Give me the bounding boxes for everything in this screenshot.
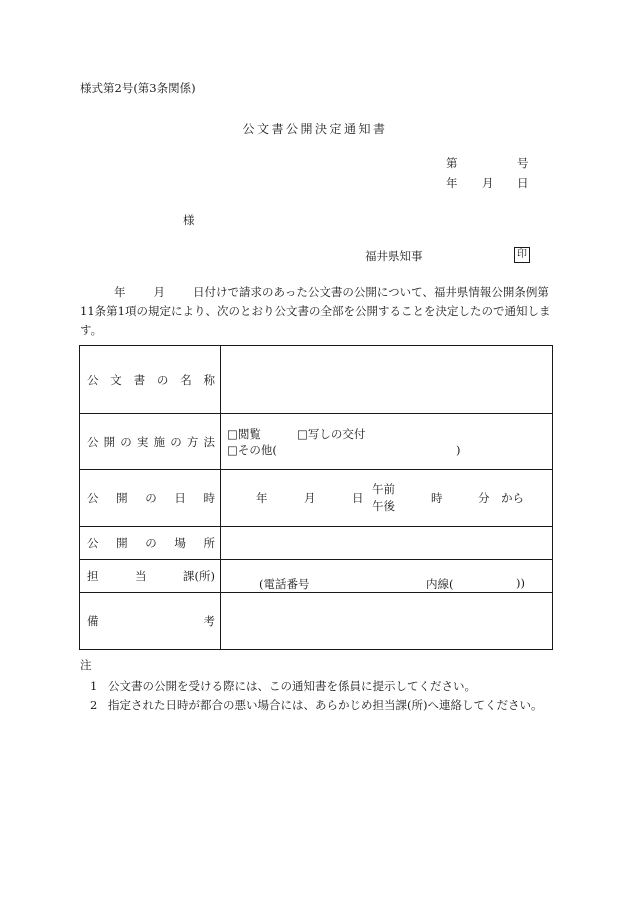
label-char: 公 — [87, 372, 99, 387]
label-char: 公 — [87, 434, 99, 449]
label-contact — [80, 560, 221, 593]
label-char: 施 — [153, 434, 166, 449]
form-number: 様式第2号(第3条関係) — [80, 81, 196, 95]
label-remarks — [80, 593, 221, 650]
note-text: 指定された日時が都合の悪い場合には、あらかじめ担当課(所)へ連絡してください。 — [108, 698, 543, 712]
note-number: 1 — [90, 679, 98, 693]
dt-from: から — [501, 491, 524, 505]
notes-heading: 注 — [80, 658, 92, 672]
body-paragraph — [80, 283, 556, 340]
label-char: 書 — [133, 372, 146, 387]
label-char: の — [170, 434, 182, 449]
body-text: 日付けで請求のあった公文書の公開について、福井県情報公開条例第11条第1項の規定により、次のとおり公文書の全部を公開することを決定したので通知します。 — [80, 285, 551, 337]
sender-name: 福井県知事 — [365, 249, 423, 263]
number-dai: 第 — [446, 156, 458, 170]
option-other: □その他( — [227, 442, 277, 457]
row-place — [80, 527, 553, 560]
document-title: 公文書公開決定通知書 — [242, 122, 388, 136]
label-char: 開 — [116, 491, 128, 505]
dt-month: 月 — [304, 491, 316, 505]
label-char: 場 — [174, 536, 186, 550]
label-char: 所 — [203, 536, 215, 550]
note-number: 2 — [90, 698, 98, 712]
extension-label: 内線( — [426, 577, 454, 591]
option-copy: □写しの交付 — [297, 426, 366, 441]
dt-am: 午前 — [372, 482, 395, 496]
body-year: 年 — [114, 285, 126, 299]
label-char: の — [156, 372, 169, 387]
dt-hour: 時 — [431, 491, 443, 505]
row-method — [80, 414, 553, 470]
label-char: 開 — [103, 434, 116, 449]
note-item — [90, 678, 476, 694]
label-char: 方 — [186, 434, 199, 449]
label-char: 日 — [174, 491, 186, 505]
row-document-name — [80, 346, 553, 414]
note-text: 公文書の公開を受ける際には、この通知書を係員に提示してください。 — [108, 679, 476, 693]
label-char: 法 — [203, 434, 215, 449]
phone-label: (電話番号 — [259, 577, 310, 591]
dt-pm: 午後 — [372, 499, 395, 513]
label-char: 公 — [87, 536, 99, 550]
dt-minute: 分 — [478, 491, 490, 505]
note-item — [90, 697, 542, 713]
date-month: 月 — [482, 176, 494, 190]
label-char: 課(所) — [183, 569, 215, 583]
dt-year: 年 — [256, 491, 268, 505]
label-char: 担 — [87, 569, 99, 583]
label-char: 実 — [136, 434, 149, 449]
label-char: の — [145, 491, 157, 505]
value-document-name — [221, 346, 553, 414]
label-datetime — [80, 470, 221, 527]
value-place — [221, 527, 553, 560]
value-method — [221, 414, 553, 470]
row-remarks — [80, 593, 553, 650]
label-char: の — [145, 536, 157, 550]
label-char: 公 — [87, 491, 99, 505]
label-document-name — [80, 346, 221, 414]
label-char: 当 — [135, 569, 147, 583]
label-char: 備 — [87, 614, 99, 628]
label-char: の — [120, 434, 132, 449]
number-go: 号 — [517, 156, 529, 170]
label-char: 開 — [116, 536, 128, 550]
body-month: 月 — [153, 285, 165, 299]
label-method — [80, 414, 221, 470]
date-year: 年 — [446, 176, 458, 190]
decision-table — [79, 345, 553, 650]
label-place — [80, 527, 221, 560]
label-char: 考 — [203, 614, 215, 628]
option-other-close: ) — [456, 442, 461, 457]
label-char: 称 — [203, 372, 215, 387]
value-datetime — [221, 470, 553, 527]
row-datetime — [80, 470, 553, 527]
row-contact — [80, 560, 553, 593]
label-char: 時 — [203, 491, 215, 505]
label-char: 文 — [110, 372, 122, 387]
dt-day: 日 — [352, 491, 364, 505]
seal-mark: 印 — [514, 247, 530, 263]
label-char: 名 — [180, 372, 192, 387]
option-view: □閲覧 — [227, 426, 261, 441]
extension-close: )) — [516, 576, 525, 590]
addressee-honorific: 様 — [183, 213, 195, 227]
value-contact — [221, 560, 553, 593]
value-remarks — [221, 593, 553, 650]
date-day: 日 — [517, 176, 529, 190]
